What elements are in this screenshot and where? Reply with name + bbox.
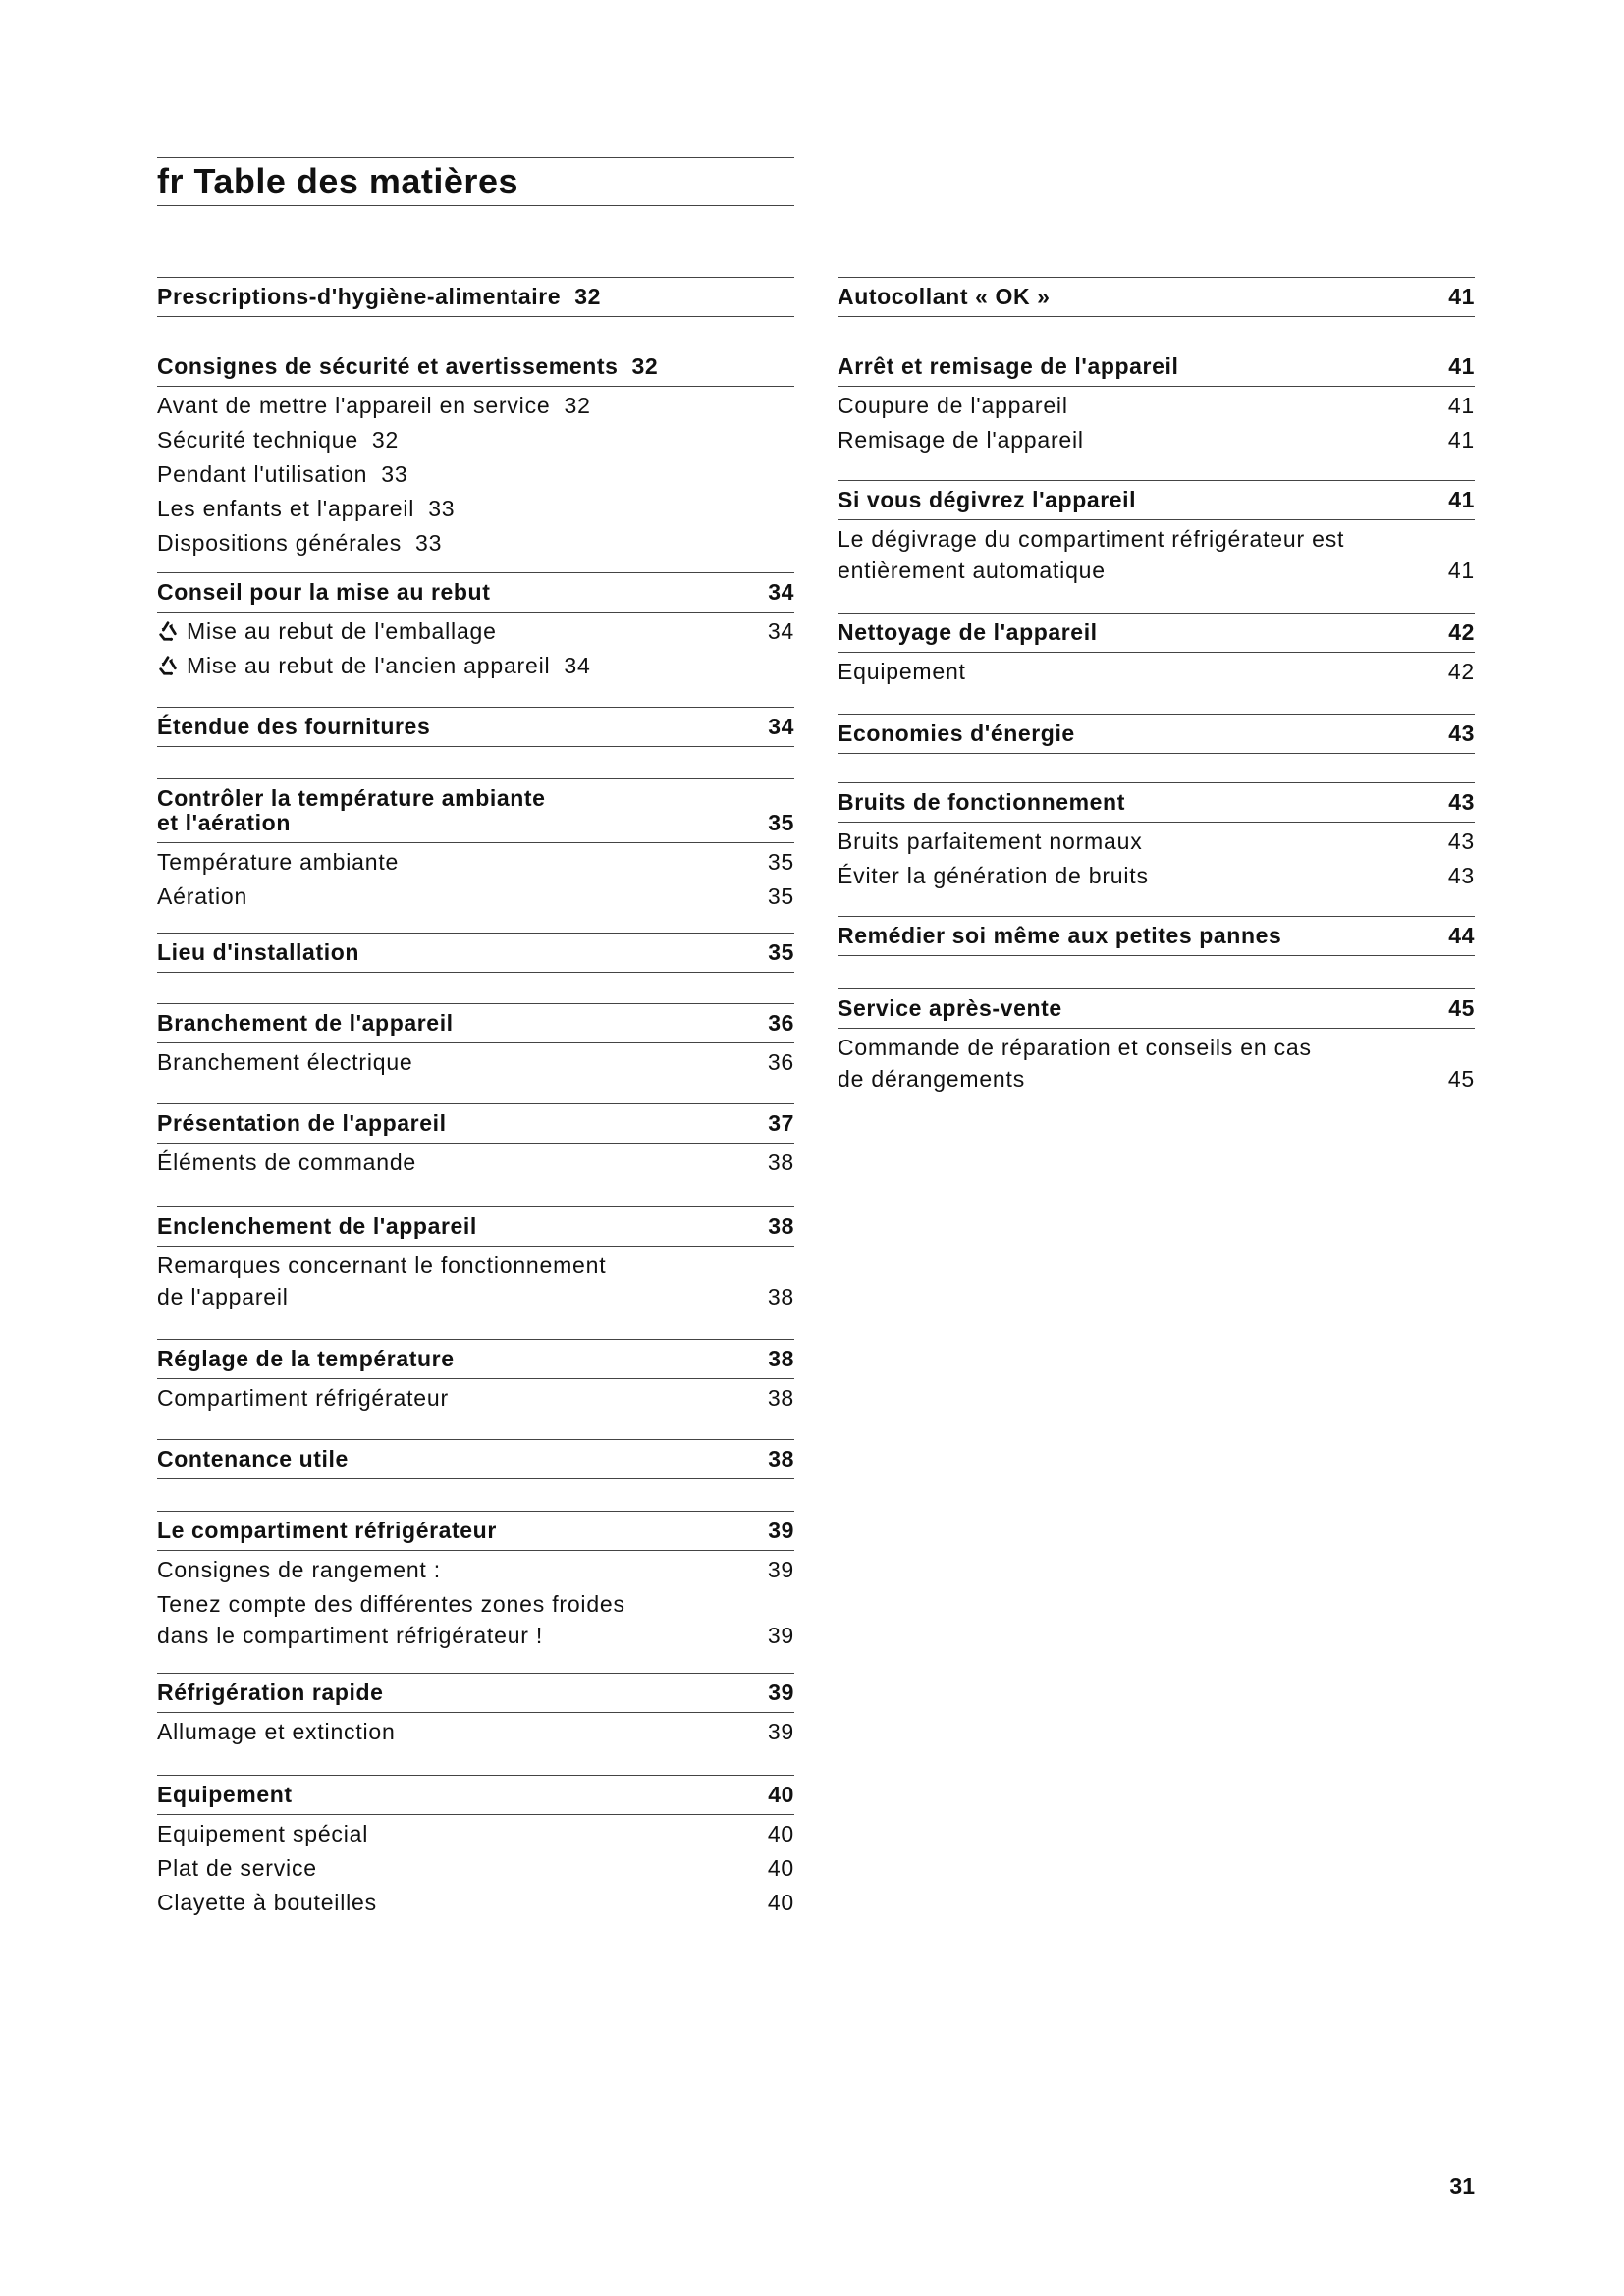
toc-section: [157, 1339, 794, 1414]
subsection-entry: [157, 1588, 794, 1651]
section-title: Equipement: [157, 1782, 293, 1807]
toc-section: [838, 988, 1475, 1095]
section-page-number: 34: [768, 714, 794, 739]
subsection-page-number: 32: [371, 427, 400, 453]
toc-section: [157, 1003, 794, 1078]
recycle-icon: [157, 653, 179, 674]
subsection-title: Température ambiante: [157, 849, 400, 875]
section-page-number: 38: [768, 1346, 794, 1371]
section-title: Prescriptions-d'hygiène-alimentaire: [157, 284, 562, 309]
section-title: Réfrigération rapide: [157, 1680, 384, 1705]
section-title: Enclenchement de l'appareil: [157, 1213, 477, 1239]
section-title: Si vous dégivrez l'appareil: [838, 487, 1137, 512]
section-page-number: 41: [1448, 353, 1475, 379]
section-page-number: 34: [768, 579, 794, 605]
subsection-title: Equipement spécial: [157, 1821, 369, 1846]
subsection-entry: [157, 615, 794, 647]
toc-section: [157, 1775, 794, 1918]
section-heading: [157, 933, 794, 973]
subsection-page-number: 45: [1447, 1066, 1475, 1092]
toc-right-column: [838, 0, 1475, 2296]
section-heading: [157, 1103, 794, 1144]
section-heading: [838, 347, 1475, 387]
section-page-number: 39: [768, 1680, 794, 1705]
section-title: Contrôler la température ambiante et l'aération: [157, 785, 546, 835]
subsection-entry: [157, 650, 794, 681]
subsection-page-number: 41: [1447, 393, 1475, 418]
subsection-title: Remarques concernant le fonctionnement de l'appareil: [157, 1253, 607, 1309]
subsection-entry: [157, 1852, 794, 1884]
subsection-entry: [157, 390, 794, 421]
section-title: Economies d'énergie: [838, 721, 1075, 746]
recycle-icon: [157, 618, 179, 640]
subsection-title: Avant de mettre l'appareil en service: [157, 393, 551, 418]
section-title: Conseil pour la mise au rebut: [157, 579, 491, 605]
section-heading: [157, 277, 794, 317]
toc-section: [157, 1103, 794, 1178]
toc-section: [157, 1673, 794, 1747]
toc-section: [157, 1206, 794, 1312]
section-page-number: 38: [768, 1213, 794, 1239]
subsection-title: Consignes de rangement :: [157, 1557, 441, 1582]
toc-section: [157, 572, 794, 681]
subsection-entry: [157, 1046, 794, 1078]
subsection-title: Aération: [157, 883, 248, 909]
section-heading: [157, 1003, 794, 1043]
subsection-page-number: 35: [767, 849, 794, 875]
subsection-title: Commande de réparation et conseils en cas de dérangements: [838, 1035, 1312, 1092]
section-heading: [157, 572, 794, 613]
subsection-entry: [157, 1382, 794, 1414]
section-heading: [838, 277, 1475, 317]
subsection-entry: [157, 1887, 794, 1918]
toc-section: [838, 277, 1475, 319]
section-heading: [157, 1511, 794, 1551]
subsection-page-number: 39: [767, 1719, 794, 1744]
section-page-number: 39: [768, 1518, 794, 1543]
page-title: fr Table des matières: [157, 161, 518, 201]
toc-section: [838, 782, 1475, 891]
section-title: Lieu d'installation: [157, 939, 359, 965]
section-heading: [157, 347, 794, 387]
section-title: Contenance utile: [157, 1446, 349, 1471]
subsection-page-number: 40: [767, 1855, 794, 1881]
subsection-title: Compartiment réfrigérateur: [157, 1385, 449, 1411]
subsection-entry: [157, 527, 794, 559]
section-title: Le compartiment réfrigérateur: [157, 1518, 497, 1543]
subsection-entry: [157, 1147, 794, 1178]
subsection-entry: [157, 493, 794, 524]
section-title: Bruits de fonctionnement: [838, 789, 1125, 815]
section-heading: [157, 1673, 794, 1713]
toc-section: [838, 613, 1475, 687]
section-page-number: 37: [768, 1110, 794, 1136]
subsection-title: Clayette à bouteilles: [157, 1890, 377, 1915]
section-title: Branchement de l'appareil: [157, 1010, 454, 1036]
subsection-title: Plat de service: [157, 1855, 317, 1881]
subsection-page-number: 38: [767, 1149, 794, 1175]
subsection-page-number: 39: [767, 1623, 794, 1648]
subsection-title: Les enfants et l'appareil: [157, 496, 415, 521]
page-number: 31: [1449, 2173, 1475, 2199]
toc-section: [157, 1511, 794, 1651]
section-page-number: 42: [1448, 619, 1475, 645]
subsection-title: Branchement électrique: [157, 1049, 413, 1075]
subsection-page-number: 40: [767, 1821, 794, 1846]
section-heading: [838, 613, 1475, 653]
subsection-title: Éléments de commande: [157, 1149, 417, 1175]
subsection-entry: [157, 458, 794, 490]
section-page-number: 43: [1448, 721, 1475, 746]
section-page-number: 44: [1448, 923, 1475, 948]
toc-section: [157, 347, 794, 559]
subsection-title: Dispositions générales: [157, 530, 403, 556]
section-heading: [157, 1206, 794, 1247]
section-title: Arrêt et remisage de l'appareil: [838, 353, 1179, 379]
section-heading: [157, 1339, 794, 1379]
subsection-title: Coupure de l'appareil: [838, 393, 1068, 418]
toc-section: [838, 714, 1475, 756]
subsection-page-number: 33: [381, 461, 408, 487]
section-heading: [157, 778, 794, 843]
subsection-title: Bruits parfaitement normaux: [838, 828, 1143, 854]
subsection-entry: [157, 1818, 794, 1849]
subsection-title: Equipement: [838, 659, 966, 684]
section-title: Service après-vente: [838, 995, 1062, 1021]
subsection-page-number: 36: [767, 1049, 794, 1075]
subsection-entry: [157, 881, 794, 912]
section-page-number: 35: [768, 939, 794, 965]
section-heading: [838, 480, 1475, 520]
subsection-title: Pendant l'utilisation: [157, 461, 368, 487]
section-page-number: 36: [768, 1010, 794, 1036]
section-page-number: 41: [1448, 284, 1475, 309]
section-page-number: 41: [1448, 487, 1475, 512]
subsection-title: Mise au rebut de l'ancien appareil: [187, 653, 551, 678]
subsection-page-number: 41: [1447, 427, 1475, 453]
section-heading: [157, 1439, 794, 1479]
toc-section: [838, 480, 1475, 586]
section-page-number: 38: [768, 1446, 794, 1471]
subsection-page-number: 40: [767, 1890, 794, 1915]
section-page-number: 40: [768, 1782, 794, 1807]
subsection-page-number: 38: [767, 1385, 794, 1411]
toc-section: [157, 933, 794, 975]
subsection-entry: [838, 424, 1475, 455]
subsection-page-number: 33: [428, 496, 456, 521]
section-heading: [838, 988, 1475, 1029]
subsection-page-number: 43: [1447, 828, 1475, 854]
subsection-page-number: 42: [1447, 659, 1475, 684]
section-heading: [838, 714, 1475, 754]
section-heading: [838, 782, 1475, 823]
section-title: Présentation de l'appareil: [157, 1110, 447, 1136]
subsection-page-number: 34: [767, 618, 794, 644]
toc-section: [838, 347, 1475, 455]
section-title: Réglage de la température: [157, 1346, 455, 1371]
section-title: Nettoyage de l'appareil: [838, 619, 1098, 645]
toc-section: [157, 1439, 794, 1481]
section-heading: [838, 916, 1475, 956]
subsection-page-number: 35: [767, 883, 794, 909]
subsection-page-number: 41: [1447, 558, 1475, 583]
subsection-entry: [157, 846, 794, 878]
section-heading: [157, 1775, 794, 1815]
toc-section: [157, 707, 794, 749]
subsection-page-number: 33: [415, 530, 443, 556]
subsection-title: Sécurité technique: [157, 427, 358, 453]
section-page-number: 32: [574, 284, 601, 309]
subsection-title: Allumage et extinction: [157, 1719, 396, 1744]
section-title: Étendue des fournitures: [157, 714, 431, 739]
section-page-number: 43: [1448, 789, 1475, 815]
subsection-title: Mise au rebut de l'emballage: [187, 618, 497, 644]
subsection-entry: [157, 1716, 794, 1747]
subsection-title: Éviter la génération de bruits: [838, 863, 1149, 888]
subsection-entry: [838, 523, 1475, 586]
subsection-page-number: 43: [1447, 863, 1475, 888]
section-title: Remédier soi même aux petites pannes: [838, 923, 1282, 948]
subsection-entry: [838, 1032, 1475, 1095]
subsection-page-number: 38: [767, 1284, 794, 1309]
section-page-number: 45: [1448, 995, 1475, 1021]
subsection-page-number: 34: [564, 653, 591, 678]
subsection-entry: [157, 424, 794, 455]
subsection-title: Remisage de l'appareil: [838, 427, 1084, 453]
section-title: Consignes de sécurité et avertissements: [157, 353, 619, 379]
section-heading: [157, 707, 794, 747]
section-title: Autocollant « OK »: [838, 284, 1051, 309]
subsection-title: Le dégivrage du compartiment réfrigérateur est entièrement automatique: [838, 526, 1345, 583]
subsection-title: Tenez compte des différentes zones froides dans le compartiment réfrigérateur !: [157, 1591, 625, 1648]
toc-section: [157, 277, 794, 319]
subsection-entry: [157, 1250, 794, 1312]
subsection-entry: [838, 826, 1475, 857]
section-page-number: 32: [631, 353, 659, 379]
subsection-entry: [838, 390, 1475, 421]
toc-section: [838, 916, 1475, 958]
subsection-entry: [157, 1554, 794, 1585]
subsection-page-number: 32: [564, 393, 591, 418]
subsection-page-number: 39: [767, 1557, 794, 1582]
toc-left-column: [157, 0, 794, 2296]
subsection-entry: [838, 860, 1475, 891]
subsection-entry: [838, 656, 1475, 687]
section-page-number: 35: [768, 810, 794, 835]
toc-section: [157, 778, 794, 912]
